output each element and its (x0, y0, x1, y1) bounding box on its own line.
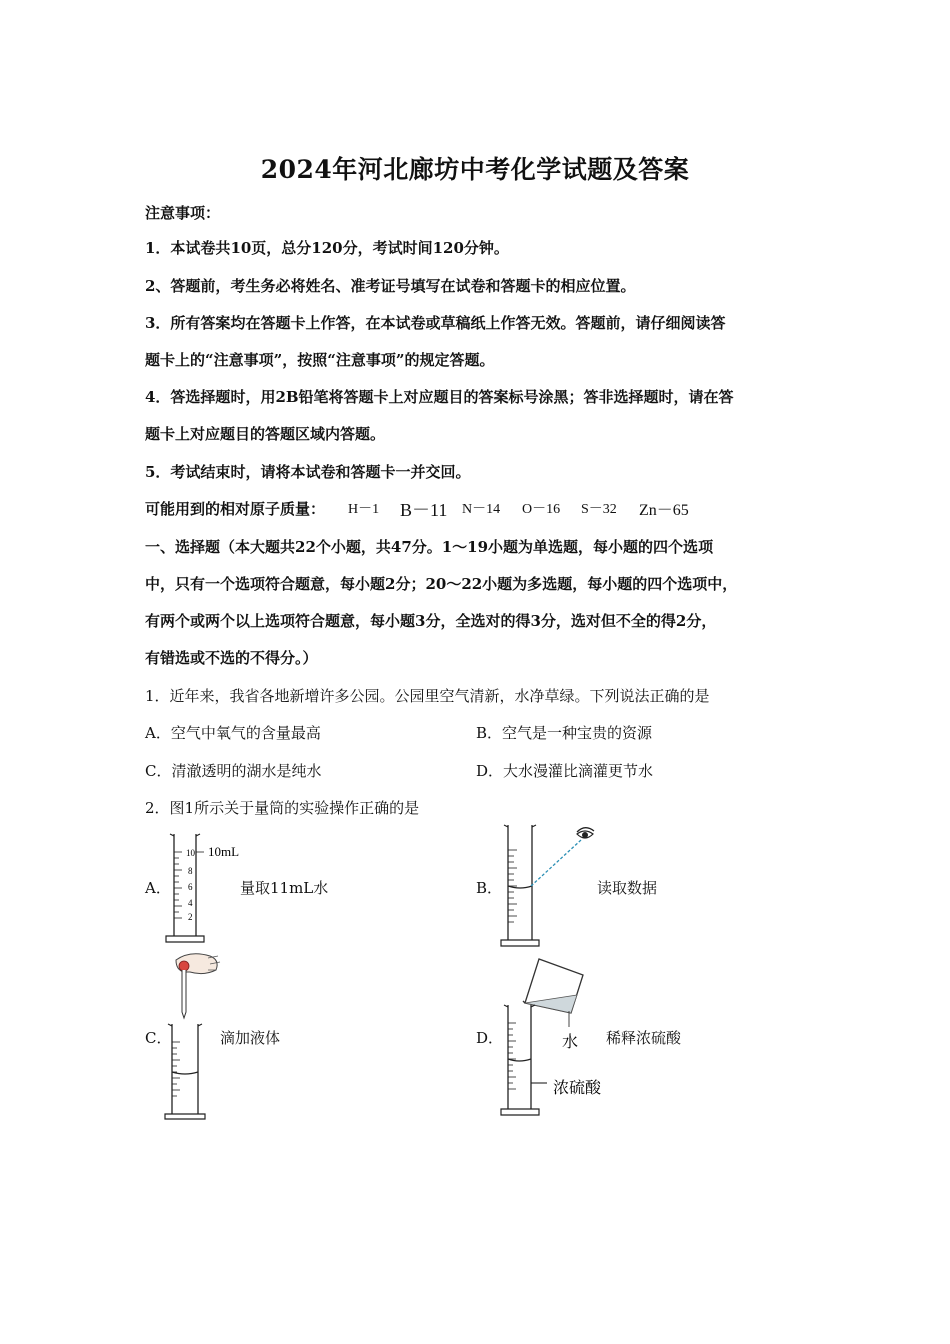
graduated-cylinder-b-figure (495, 820, 605, 950)
notice-item: 3．所有答案均在答题卡上作答，在本试卷或草稿纸上作答无效。答题前，请仔细阅读答 (145, 314, 726, 332)
cylinder-tick-label: 2 (188, 912, 193, 922)
cylinder-tick-label: 10 (186, 848, 195, 858)
notice-item: 4．答选择题时，用2B铅笔将答题卡上对应题目的答案标号涂黑；答非选择题时，请在答 (145, 388, 734, 406)
q2-option-b-letter: B． (476, 879, 503, 897)
atomic-mass-value: Zn－65 (639, 502, 689, 519)
notice-item: 题卡上对应题目的答题区域内答题。 (145, 425, 386, 443)
cylinder-tick-label: 6 (188, 882, 193, 892)
acid-label: 浓硫酸 (553, 1078, 602, 1097)
page-title: 2024年河北廊坊中考化学试题及答案 (260, 155, 690, 184)
section-intro: 有错选或不选的不得分。） (145, 649, 318, 667)
atomic-mass-value: O－16 (522, 502, 561, 517)
water-label: 水 (562, 1032, 579, 1051)
atomic-mass-value: H－1 (348, 502, 380, 517)
cylinder-capacity-mark: 10mL (208, 844, 240, 859)
graduated-cylinder-c-figure (160, 950, 240, 1120)
q2-option-b-caption: 读取数据 (597, 879, 658, 897)
q1-option-c: C．清澈透明的湖水是纯水 (145, 762, 322, 780)
atomic-mass-value: B－11 (400, 500, 448, 520)
notice-heading: 注意事项： (145, 204, 221, 222)
notice-item: 5．考试结束时，请将本试卷和答题卡一并交回。 (145, 463, 471, 481)
notice-item: 1．本试卷共10页，总分120分，考试时间120分钟。 (145, 239, 509, 257)
q2-option-c-caption: 滴加液体 (220, 1029, 281, 1047)
atomic-mass-value: N－14 (462, 502, 501, 517)
notice-item: 题卡上的“注意事项”，按照“注意事项”的规定答题。 (145, 351, 495, 369)
section-intro: 一、选择题（本大题共22个小题，共47分。1～19小题为单选题，每小题的四个选项 (145, 538, 714, 556)
q1-option-d: D．大水漫灌比滴灌更节水 (476, 762, 654, 780)
section-intro: 有两个或两个以上选项符合题意，每小题3分，全选对的得3分，选对但不全的得2分， (145, 612, 717, 630)
q2-option-a-letter: A． (145, 879, 171, 897)
q2-option-a-caption: 量取11mL水 (240, 879, 329, 897)
q2-option-c-letter: C． (145, 1029, 172, 1047)
graduated-cylinder-a-figure (160, 830, 250, 945)
atomic-mass-value: S－32 (581, 502, 617, 517)
cylinder-tick-label: 4 (188, 898, 193, 908)
graduated-cylinder-d-figure (495, 955, 625, 1120)
cylinder-tick-label: 8 (188, 866, 193, 876)
question-2-stem: 2．图1所示关于量筒的实验操作正确的是 (145, 799, 420, 817)
q1-option-a: A．空气中氧气的含量最高 (145, 724, 321, 742)
notice-item: 2、答题前，考生务必将姓名、准考证号填写在试卷和答题卡的相应位置。 (145, 277, 636, 295)
section-intro: 中，只有一个选项符合题意，每小题2分；20～22小题为多选题，每小题的四个选项中， (145, 575, 738, 593)
atomic-mass-label: 可能用到的相对原子质量： (145, 500, 326, 518)
question-1-stem: 1．近年来，我省各地新增许多公园。公园里空气清新，水净草绿。下列说法正确的是 (145, 687, 710, 705)
q1-option-b: B．空气是一种宝贵的资源 (476, 724, 653, 742)
q2-option-d-caption: 稀释浓硫酸 (606, 1029, 682, 1047)
q2-option-d-letter: D． (476, 1029, 504, 1047)
